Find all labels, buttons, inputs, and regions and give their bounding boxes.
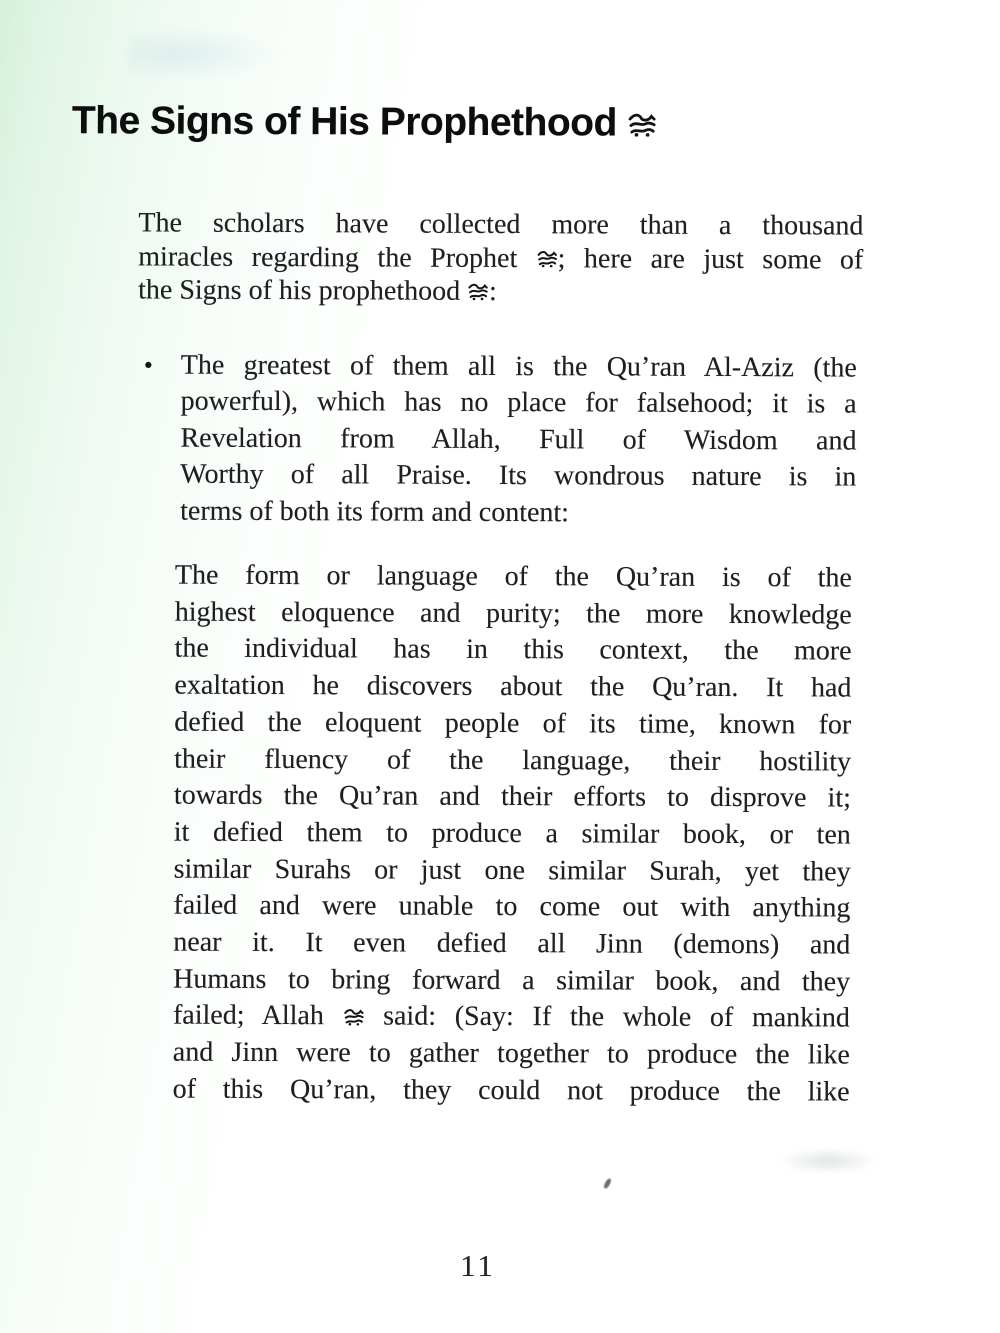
text-line: defied the eloquent people of its time, known for [174,706,852,741]
pbuh-calligraphy-icon [467,283,489,300]
text-line: powerful), which has no place for falsehood; it is a [180,385,857,420]
text-line: The greatest of them all is the Qu’ran Al-Aziz (the [180,349,857,384]
scan-smudge [778,1148,878,1174]
page-number: 11 [460,1248,496,1283]
page-title [72,96,932,150]
pbuh-calligraphy-icon [536,250,558,267]
text-line: terms of both its form and content: [180,495,570,528]
text-line: Revelation from Allah, Full of Wisdom and [180,422,857,457]
text-line: the individual has in this context, the more [174,632,852,667]
text-line: and Jinn were to gather together to produce the like [172,1036,850,1071]
intro-paragraph [138,206,863,310]
text-line: it defied them to produce a similar book, or ten [173,816,851,851]
text-line: failed and were unable to come out with anything [173,889,851,924]
text-line: near it. It even defied all Jinn (demons) and [173,926,851,961]
text-line: their fluency of the language, their hostility [174,743,852,778]
text-line: miracles regarding the Prophet ; here are just some of [138,240,864,276]
text-line: failed; Allah said: (Say: If the whole of mankind [172,1000,851,1034]
bullet-item [143,347,1000,533]
text-line: highest eloquence and purity; the more knowledge [174,596,852,631]
text-line: The Signs of His Prophethood [72,96,932,150]
text-line: Humans to bring forward a similar book, and they [173,963,851,998]
pbuh-calligraphy-icon [627,112,658,136]
text-line: The scholars have collected more than a thousand [138,207,864,242]
text-line: Worthy of all Praise. Its wondrous nature is in [180,458,857,493]
text-line: The form or language of the Qu’ran is of the [174,559,852,594]
text-line: of this Qu’ran, they could not produce the like [172,1073,850,1108]
text-line: similar Surahs or just one similar Surah, yet they [173,853,851,888]
bullet-marker: • [143,349,153,379]
body-paragraph [173,558,852,1111]
text-line: exaltation he discovers about the Qu’ran. It had [174,669,852,704]
text-line: the Signs of his prophethood : [138,274,497,307]
pbuh-calligraphy-icon [343,1008,365,1025]
scan-speck [603,1177,612,1189]
bullet-paragraph [180,347,857,532]
text-line: towards the Qu’ran and their efforts to disprove it; [173,779,852,814]
